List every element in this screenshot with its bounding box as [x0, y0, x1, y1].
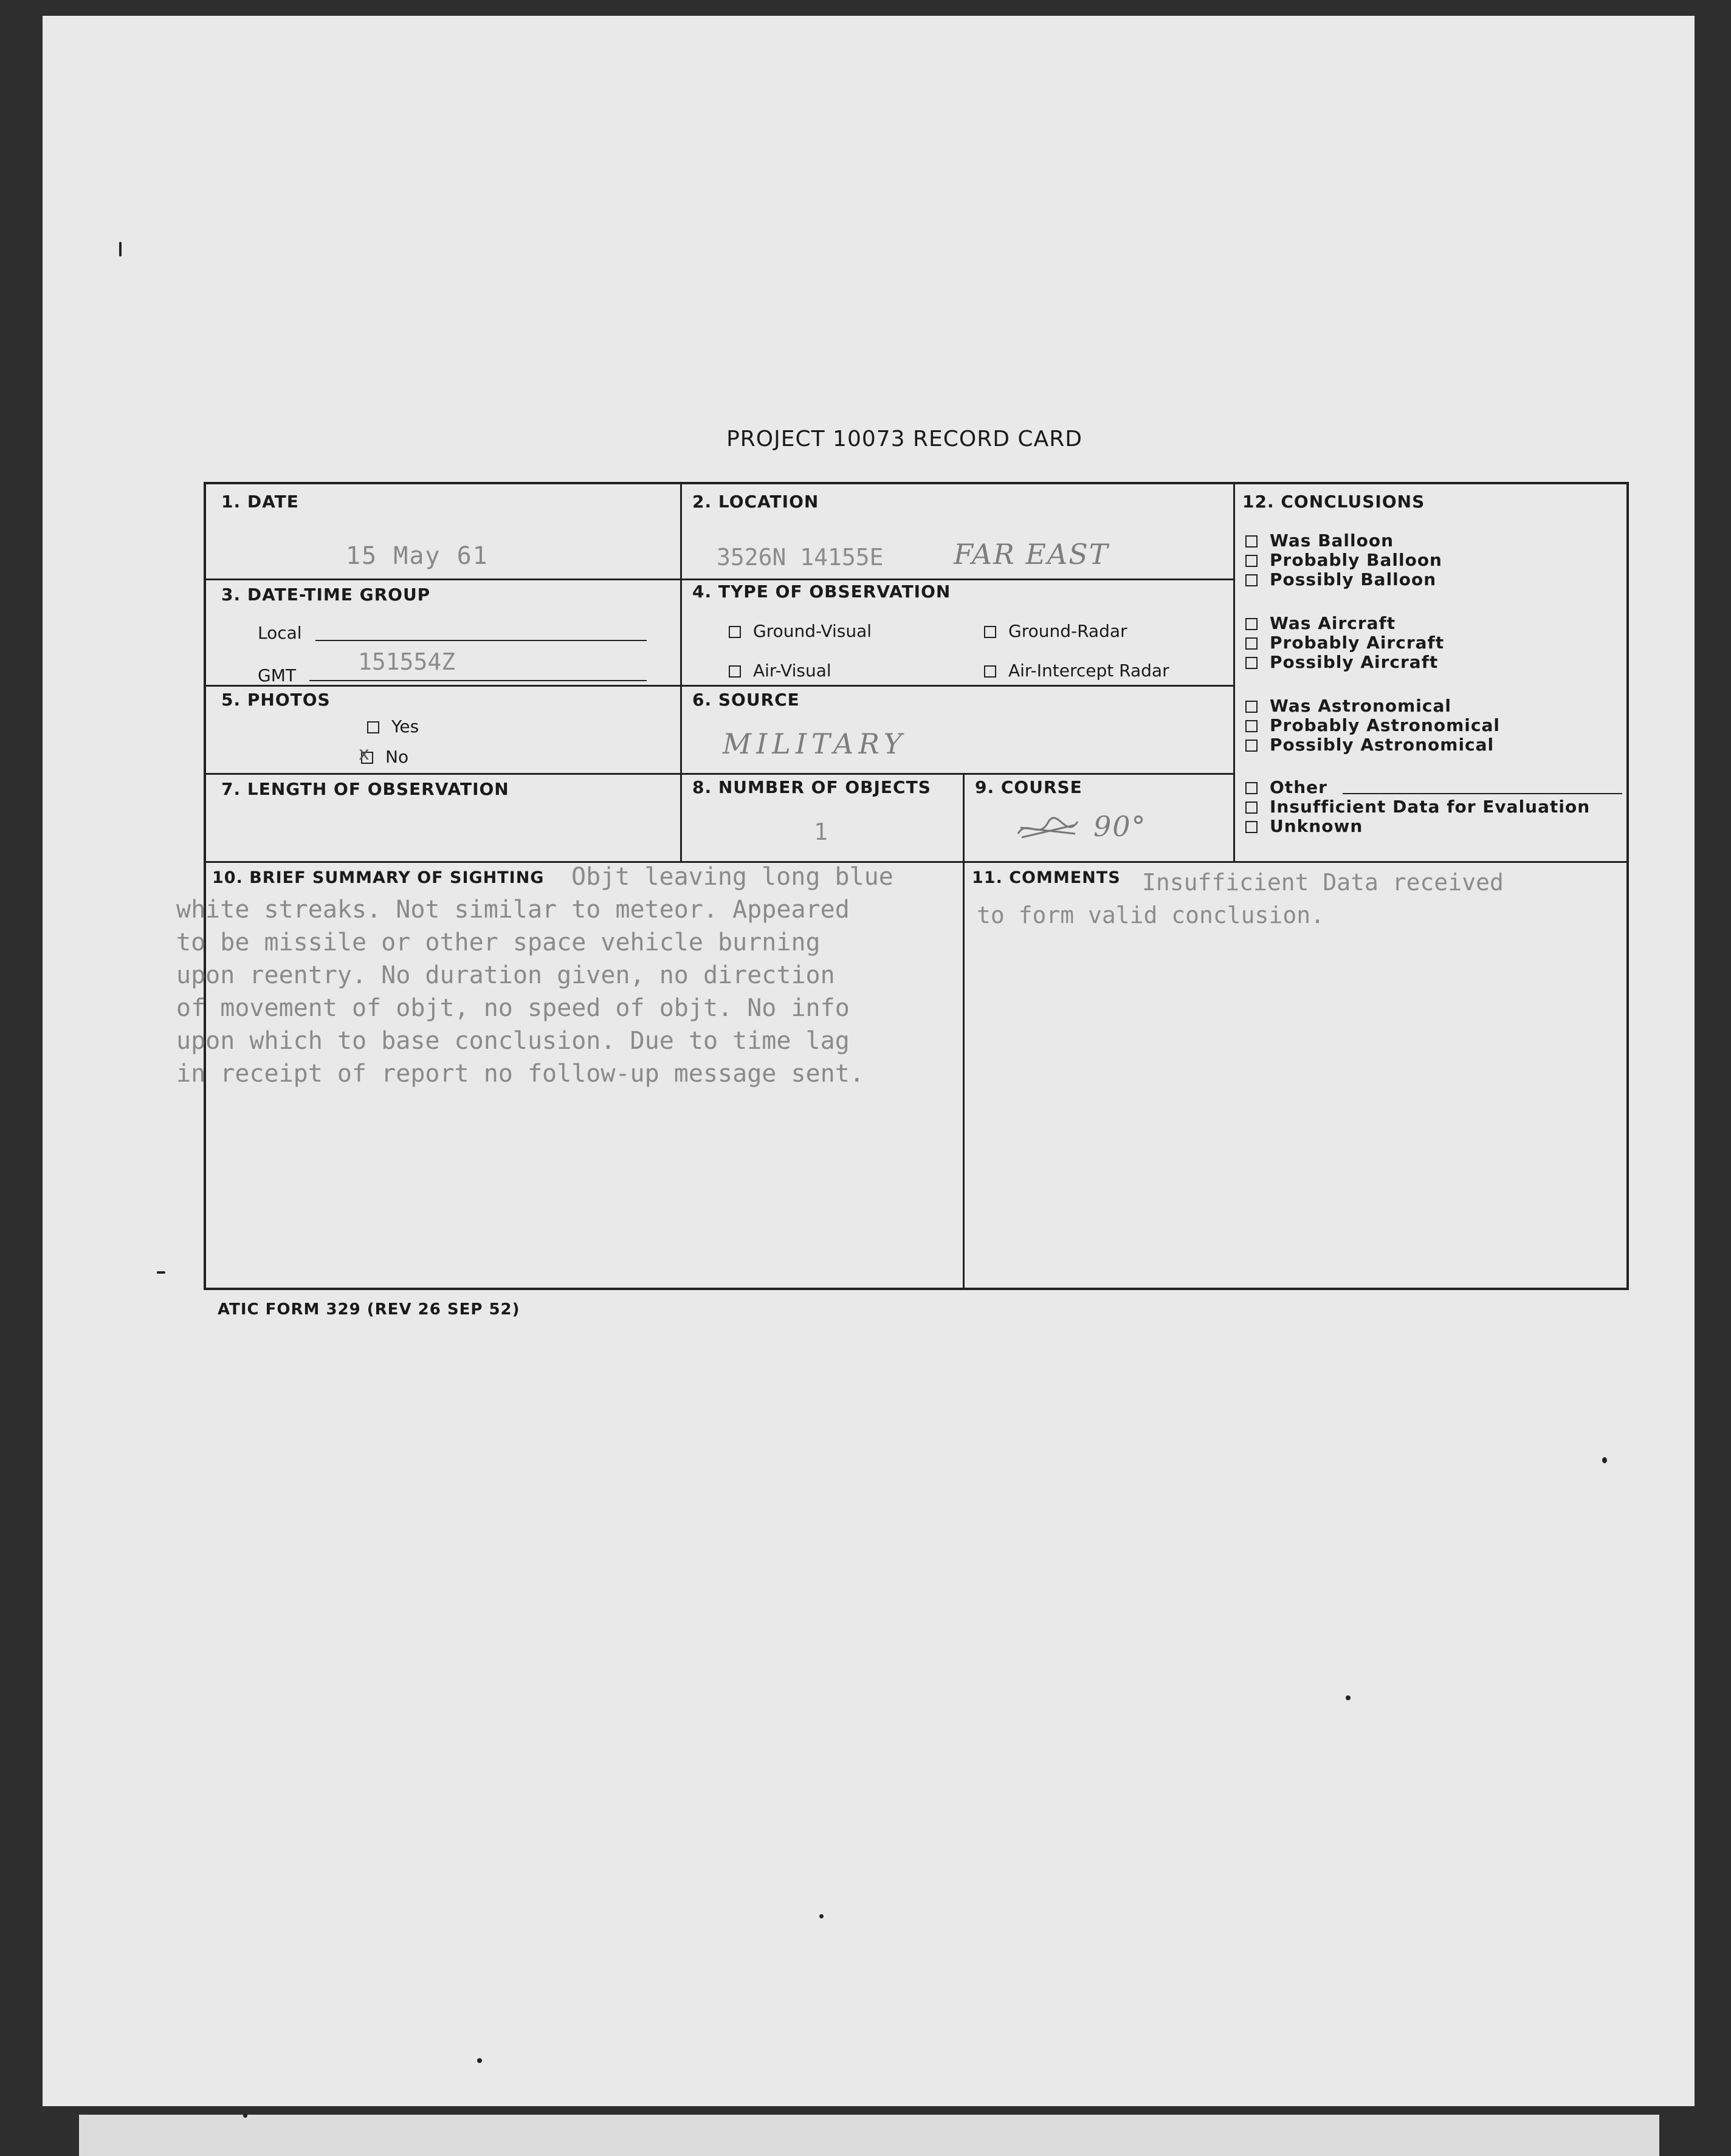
checkbox-icon: [1245, 782, 1258, 794]
other-underline: [1343, 793, 1622, 794]
objects-label: 8. NUMBER OF OBJECTS: [692, 777, 931, 797]
obs-ground-radar: Ground-Radar: [984, 621, 1127, 641]
comments-line-1: Insufficient Data received: [1142, 869, 1504, 896]
checkbox-icon: [1245, 701, 1258, 713]
date-value: 15 May 61: [346, 542, 489, 570]
gmt-value: 151554Z: [358, 648, 456, 675]
photos-label: 5. PHOTOS: [221, 690, 331, 710]
checkbox-icon: [1245, 618, 1258, 630]
checked-box-icon: x: [361, 752, 373, 764]
divider-v1: [680, 484, 682, 861]
speck: [119, 242, 122, 256]
conclusion-item: Was Aircraft: [1245, 613, 1395, 633]
film-edge-strip: [79, 2115, 1659, 2156]
conclusions-label: 12. CONCLUSIONS: [1242, 492, 1425, 512]
obs-air-intercept-radar: Air-Intercept Radar: [984, 661, 1169, 681]
divider-h3: [206, 773, 1233, 775]
location-label: 2. LOCATION: [692, 492, 819, 512]
course-value: 90°: [1093, 810, 1147, 843]
checkbox-icon: [1245, 720, 1258, 732]
checkbox-icon: [984, 626, 996, 638]
record-card: [204, 482, 1629, 1290]
gmt-underline: [309, 680, 647, 681]
summary-line: Objt leaving long blue: [571, 863, 893, 891]
checkbox-icon: [1245, 657, 1258, 669]
local-label: Local: [258, 623, 302, 643]
comments-label: 11. COMMENTS: [972, 868, 1121, 887]
conclusion-item: Probably Astronomical: [1245, 715, 1500, 735]
conclusion-item: Possibly Aircraft: [1245, 652, 1438, 672]
divider-h1: [206, 578, 1233, 580]
photos-no: x No: [359, 743, 409, 767]
comments-line-2: to form valid conclusion.: [977, 902, 1324, 929]
date-label: 1. DATE: [221, 492, 299, 512]
speck: [1346, 1695, 1351, 1700]
speck: [1602, 1457, 1607, 1463]
divider-h2: [206, 685, 1233, 687]
obs-air-visual: Air-Visual: [729, 661, 831, 681]
checkbox-icon: [1245, 574, 1258, 586]
checked-box-icon: [1245, 802, 1258, 814]
summary-line: upon which to base conclusion. Due to time lag: [176, 1027, 850, 1055]
checkbox-icon: [1245, 535, 1258, 548]
conclusion-item: Was Astronomical: [1245, 696, 1451, 716]
conclusion-item: Possibly Astronomical: [1245, 735, 1494, 755]
location-region: FAR EAST: [954, 538, 1109, 571]
checkbox-icon: [367, 721, 379, 733]
speck: [819, 1914, 824, 1918]
speck: [477, 2058, 482, 2063]
obs-ground-visual: Ground-Visual: [729, 621, 872, 641]
conclusion-item: Was Balloon: [1245, 530, 1394, 551]
summary-label: 10. BRIEF SUMMARY OF SIGHTING: [212, 868, 545, 887]
checkbox-icon: [1245, 637, 1258, 650]
checkbox-icon: [729, 626, 741, 638]
length-label: 7. LENGTH OF OBSERVATION: [221, 779, 509, 799]
obs-type-label: 4. TYPE OF OBSERVATION: [692, 582, 951, 602]
conclusion-item: Other: [1245, 777, 1327, 797]
source-label: 6. SOURCE: [692, 690, 800, 710]
checkbox-icon: [984, 665, 996, 678]
photos-yes: Yes: [367, 716, 419, 736]
conclusion-item: Possibly Balloon: [1245, 569, 1436, 589]
course-label: 9. COURSE: [975, 777, 1082, 797]
checkbox-icon: [729, 665, 741, 678]
checkbox-icon: [1245, 555, 1258, 567]
conclusion-item: Probably Balloon: [1245, 550, 1442, 570]
gmt-label: GMT: [258, 665, 296, 685]
form-id: ATIC FORM 329 (REV 26 SEP 52): [218, 1300, 520, 1319]
card-title: PROJECT 10073 RECORD CARD: [726, 427, 1082, 451]
summary-line: of movement of objt, no speed of objt. No info: [176, 994, 850, 1022]
summary-line: upon reentry. No duration given, no direction: [176, 961, 835, 989]
source-value: MILITARY: [723, 727, 907, 760]
checkbox-icon: [1245, 821, 1258, 833]
speck: [243, 2113, 247, 2118]
local-underline: [315, 640, 647, 641]
divider-v2: [1233, 484, 1235, 861]
summary-line: white streaks. Not similar to meteor. Appeared: [176, 896, 850, 924]
summary-line: to be missile or other space vehicle burning: [176, 929, 821, 956]
conclusion-item: Probably Aircraft: [1245, 633, 1444, 653]
scribble-icon: [1014, 815, 1081, 843]
speck: [157, 1271, 165, 1274]
objects-value: 1: [814, 819, 828, 845]
conclusion-item: Unknown: [1245, 816, 1363, 836]
conclusion-item: Insufficient Data for Evaluation: [1245, 797, 1590, 817]
checkbox-icon: [1245, 740, 1258, 752]
divider-h4: [206, 861, 1628, 863]
crossed-out-mark: [1014, 815, 1081, 843]
location-coords: 3526N 14155E: [717, 544, 884, 571]
dtg-label: 3. DATE-TIME GROUP: [221, 585, 431, 605]
divider-v3: [963, 773, 965, 1289]
summary-line: in receipt of report no follow-up message sent.: [176, 1060, 864, 1088]
